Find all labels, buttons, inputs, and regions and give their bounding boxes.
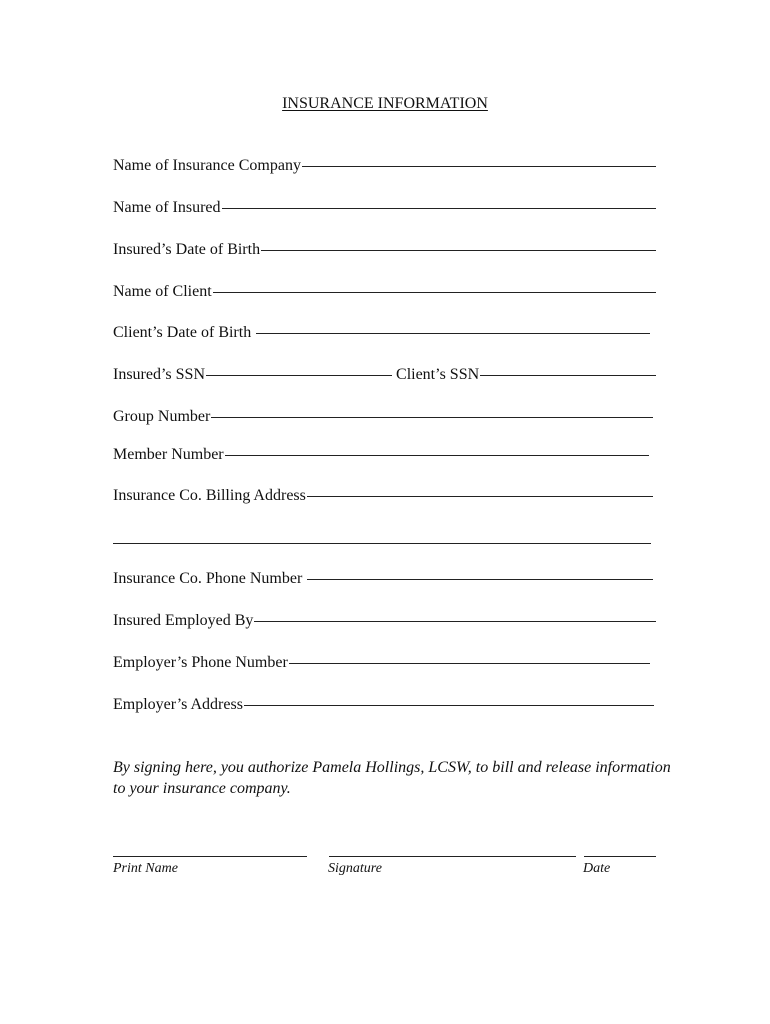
print-name-label: Print Name [113, 861, 178, 876]
insurance-company-label: Name of Insurance Company [113, 157, 301, 174]
employer-address-input-line[interactable] [244, 705, 654, 706]
client-dob-input-line[interactable] [256, 333, 650, 334]
date-line[interactable] [584, 856, 656, 857]
member-number-label: Member Number [113, 446, 224, 463]
insured-employer-field [113, 612, 656, 630]
member-number-input-line[interactable] [225, 455, 649, 456]
ssn-field-row [113, 366, 656, 384]
insured-employer-label: Insured Employed By [113, 612, 254, 629]
client-ssn-input-line[interactable] [480, 375, 656, 376]
insured-name-label: Name of Insured [113, 199, 221, 216]
signature-label: Signature [328, 861, 382, 876]
group-number-field [113, 408, 653, 426]
signature-line[interactable] [329, 856, 576, 857]
group-number-label: Group Number [113, 408, 211, 425]
insured-name-field [113, 199, 656, 217]
insured-name-input-line[interactable] [222, 208, 656, 209]
employer-phone-field [113, 654, 650, 672]
group-number-input-line[interactable] [211, 417, 653, 418]
billing-address-line-2[interactable] [113, 543, 651, 544]
insurance-company-field [113, 157, 656, 175]
client-dob-field [113, 324, 650, 342]
insured-dob-label: Insured’s Date of Birth [113, 241, 261, 258]
client-name-input-line[interactable] [213, 292, 656, 293]
authorization-statement: By signing here, you authorize Pamela Hollings, LCSW, to bill and release information to your insurance company. [113, 759, 671, 797]
billing-address-label: Insurance Co. Billing Address [113, 487, 306, 504]
billing-address-field [113, 487, 653, 505]
insured-ssn-label: Insured’s SSN [113, 366, 206, 383]
insurance-company-input-line[interactable] [302, 166, 656, 167]
billing-address-continued-field [113, 529, 651, 530]
insured-employer-input-line[interactable] [254, 621, 656, 622]
date-label: Date [583, 861, 611, 876]
insurance-phone-label: Insurance Co. Phone Number [113, 570, 303, 587]
employer-address-field [113, 696, 654, 714]
billing-address-input-line[interactable] [307, 496, 653, 497]
client-name-label: Name of Client [113, 283, 212, 300]
insurance-phone-input-line[interactable] [307, 579, 653, 580]
insured-dob-field [113, 241, 656, 259]
print-name-line[interactable] [113, 856, 307, 857]
insurance-phone-field [113, 570, 653, 588]
form-title: INSURANCE INFORMATION [282, 95, 488, 112]
member-number-field [113, 446, 649, 464]
employer-address-label: Employer’s Address [113, 696, 243, 713]
employer-phone-label: Employer’s Phone Number [113, 654, 288, 671]
client-name-field [113, 283, 656, 301]
insured-dob-input-line[interactable] [261, 250, 656, 251]
insured-ssn-input-line[interactable] [206, 375, 392, 376]
client-dob-label: Client’s Date of Birth [113, 324, 252, 341]
employer-phone-input-line[interactable] [289, 663, 650, 664]
client-ssn-label: Client’s SSN [396, 366, 480, 383]
